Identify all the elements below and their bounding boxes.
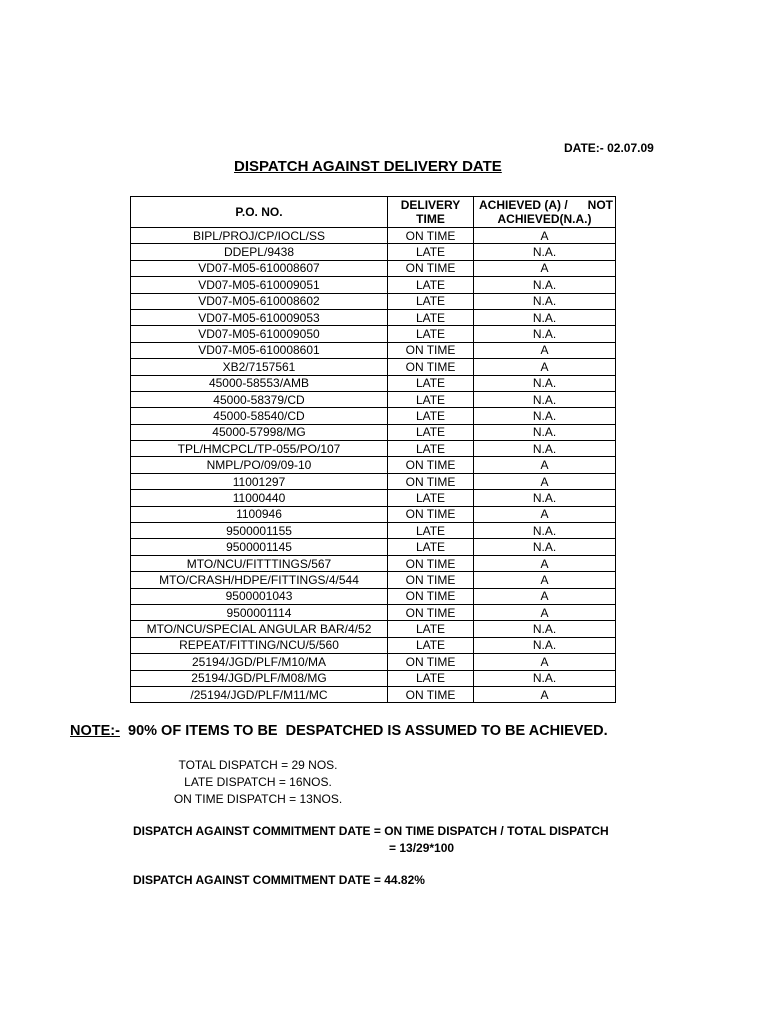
cell-delivery-time: LATE	[388, 424, 474, 440]
cell-po-no: 45000-57998/MG	[131, 424, 388, 440]
cell-po-no: 11001297	[131, 473, 388, 489]
cell-po-no: 45000-58379/CD	[131, 391, 388, 407]
table-row	[131, 490, 616, 506]
header-delivery-line1: DELIVERY	[400, 198, 461, 212]
cell-delivery-time: LATE	[388, 244, 474, 260]
cell-delivery-time: LATE	[388, 523, 474, 539]
note-text: 90% OF ITEMS TO BE DESPATCHED IS ASSUMED TO BE ACHIEVED.	[128, 723, 608, 739]
cell-achieved: A	[474, 473, 616, 489]
table-row	[131, 588, 616, 604]
dispatch-table	[130, 196, 616, 703]
document-date: DATE:- 02.07.09	[564, 141, 654, 155]
cell-achieved: N.A.	[474, 523, 616, 539]
cell-delivery-time: LATE	[388, 326, 474, 342]
cell-delivery-time: ON TIME	[388, 604, 474, 620]
cell-po-no: 25194/JGD/PLF/M08/MG	[131, 670, 388, 686]
table-row	[131, 326, 616, 342]
cell-po-no: MTO/NCU/SPECIAL ANGULAR BAR/4/52	[131, 621, 388, 637]
cell-delivery-time: LATE	[388, 637, 474, 653]
cell-po-no: 9500001043	[131, 588, 388, 604]
cell-po-no: TPL/HMCPCL/TP-055/PO/107	[131, 441, 388, 457]
table-body	[131, 228, 616, 703]
on-time-dispatch: ON TIME DISPATCH = 13NOS.	[173, 792, 343, 806]
cell-delivery-time: ON TIME	[388, 359, 474, 375]
cell-delivery-time: ON TIME	[388, 342, 474, 358]
cell-achieved: N.A.	[474, 326, 616, 342]
cell-achieved: A	[474, 686, 616, 702]
cell-achieved: N.A.	[474, 621, 616, 637]
cell-delivery-time: ON TIME	[388, 686, 474, 702]
table-row	[131, 309, 616, 325]
note	[70, 723, 608, 739]
table-row	[131, 424, 616, 440]
cell-achieved: N.A.	[474, 441, 616, 457]
cell-delivery-time: LATE	[388, 293, 474, 309]
formula-line2: = 13/29*100	[389, 841, 455, 855]
cell-achieved: N.A.	[474, 424, 616, 440]
cell-achieved: N.A.	[474, 490, 616, 506]
table-header-row	[131, 197, 616, 228]
table-row	[131, 457, 616, 473]
cell-achieved: N.A.	[474, 277, 616, 293]
cell-delivery-time: ON TIME	[388, 457, 474, 473]
cell-delivery-time: ON TIME	[388, 506, 474, 522]
cell-delivery-time: LATE	[388, 391, 474, 407]
cell-achieved: A	[474, 555, 616, 571]
formula-line1: DISPATCH AGAINST COMMITMENT DATE = ON TIME DISPATCH / TOTAL DISPATCH	[133, 824, 609, 838]
cell-achieved: N.A.	[474, 244, 616, 260]
commitment-result: DISPATCH AGAINST COMMITMENT DATE = 44.82%	[133, 873, 425, 887]
cell-po-no: BIPL/PROJ/CP/IOCL/SS	[131, 228, 388, 244]
table-row	[131, 637, 616, 653]
cell-achieved: N.A.	[474, 309, 616, 325]
table-row	[131, 621, 616, 637]
cell-achieved: N.A.	[474, 391, 616, 407]
table-row	[131, 604, 616, 620]
cell-delivery-time: LATE	[388, 375, 474, 391]
table-row	[131, 359, 616, 375]
header-achieved-line2: ACHIEVED(N.A.)	[497, 212, 592, 226]
cell-po-no: VD07-M05-610009051	[131, 277, 388, 293]
table-row	[131, 670, 616, 686]
header-delivery-line2: TIME	[416, 212, 445, 226]
table-row	[131, 375, 616, 391]
cell-delivery-time: LATE	[388, 277, 474, 293]
cell-delivery-time: LATE	[388, 621, 474, 637]
table-row	[131, 523, 616, 539]
cell-achieved: N.A.	[474, 637, 616, 653]
cell-po-no: NMPL/PO/09/09-10	[131, 457, 388, 473]
cell-po-no: REPEAT/FITTING/NCU/5/560	[131, 637, 388, 653]
table-row	[131, 539, 616, 555]
table-row	[131, 260, 616, 276]
header-achieved-line1: ACHIEVED (A) / NOT	[478, 198, 613, 212]
cell-achieved: N.A.	[474, 670, 616, 686]
table-row	[131, 408, 616, 424]
cell-po-no: MTO/CRASH/HDPE/FITTINGS/4/544	[131, 572, 388, 588]
cell-achieved: N.A.	[474, 293, 616, 309]
cell-achieved: N.A.	[474, 539, 616, 555]
table-row	[131, 342, 616, 358]
cell-po-no: 11000440	[131, 490, 388, 506]
cell-achieved: A	[474, 228, 616, 244]
cell-po-no: 9500001145	[131, 539, 388, 555]
table-row	[131, 441, 616, 457]
cell-delivery-time: ON TIME	[388, 572, 474, 588]
cell-achieved: A	[474, 654, 616, 670]
cell-po-no: 45000-58553/AMB	[131, 375, 388, 391]
cell-po-no: VD07-M05-610008607	[131, 260, 388, 276]
table-row	[131, 506, 616, 522]
table-row	[131, 686, 616, 702]
cell-delivery-time: ON TIME	[388, 588, 474, 604]
cell-achieved: A	[474, 506, 616, 522]
cell-achieved: A	[474, 260, 616, 276]
table-row	[131, 473, 616, 489]
cell-achieved: A	[474, 359, 616, 375]
cell-delivery-time: ON TIME	[388, 654, 474, 670]
table-row	[131, 654, 616, 670]
cell-delivery-time: LATE	[388, 441, 474, 457]
cell-po-no: VD07-M05-610009050	[131, 326, 388, 342]
cell-po-no: 9500001114	[131, 604, 388, 620]
cell-po-no: VD07-M05-610009053	[131, 309, 388, 325]
table-row	[131, 228, 616, 244]
note-label: NOTE:-	[70, 723, 120, 739]
cell-po-no: 9500001155	[131, 523, 388, 539]
cell-po-no: VD07-M05-610008601	[131, 342, 388, 358]
table-row	[131, 391, 616, 407]
cell-po-no: 25194/JGD/PLF/M10/MA	[131, 654, 388, 670]
cell-delivery-time: LATE	[388, 408, 474, 424]
cell-achieved: A	[474, 572, 616, 588]
cell-po-no: MTO/NCU/FITTTINGS/567	[131, 555, 388, 571]
cell-achieved: N.A.	[474, 375, 616, 391]
cell-po-no: XB2/7157561	[131, 359, 388, 375]
cell-delivery-time: LATE	[388, 670, 474, 686]
table-row	[131, 244, 616, 260]
table-row	[131, 277, 616, 293]
cell-achieved: A	[474, 588, 616, 604]
header-po-no: P.O. NO.	[131, 197, 388, 228]
table-row	[131, 293, 616, 309]
cell-delivery-time: ON TIME	[388, 260, 474, 276]
cell-achieved: N.A.	[474, 408, 616, 424]
header-delivery-time	[388, 197, 474, 228]
total-dispatch: TOTAL DISPATCH = 29 NOS.	[178, 758, 338, 772]
dispatch-stats	[168, 757, 348, 808]
commitment-formula	[133, 823, 609, 857]
cell-achieved: A	[474, 604, 616, 620]
cell-delivery-time: LATE	[388, 490, 474, 506]
cell-po-no: 1100946	[131, 506, 388, 522]
cell-delivery-time: LATE	[388, 309, 474, 325]
cell-achieved: A	[474, 342, 616, 358]
cell-delivery-time: ON TIME	[388, 555, 474, 571]
cell-delivery-time: LATE	[388, 539, 474, 555]
cell-po-no: 45000-58540/CD	[131, 408, 388, 424]
cell-delivery-time: ON TIME	[388, 473, 474, 489]
table-row	[131, 555, 616, 571]
cell-delivery-time: ON TIME	[388, 228, 474, 244]
cell-po-no: /25194/JGD/PLF/M11/MC	[131, 686, 388, 702]
document-title: DISPATCH AGAINST DELIVERY DATE	[234, 158, 502, 175]
late-dispatch: LATE DISPATCH = 16NOS.	[184, 775, 332, 789]
header-achieved	[474, 197, 616, 228]
cell-po-no: VD07-M05-610008602	[131, 293, 388, 309]
cell-po-no: DDEPL/9438	[131, 244, 388, 260]
table-row	[131, 572, 616, 588]
cell-achieved: A	[474, 457, 616, 473]
